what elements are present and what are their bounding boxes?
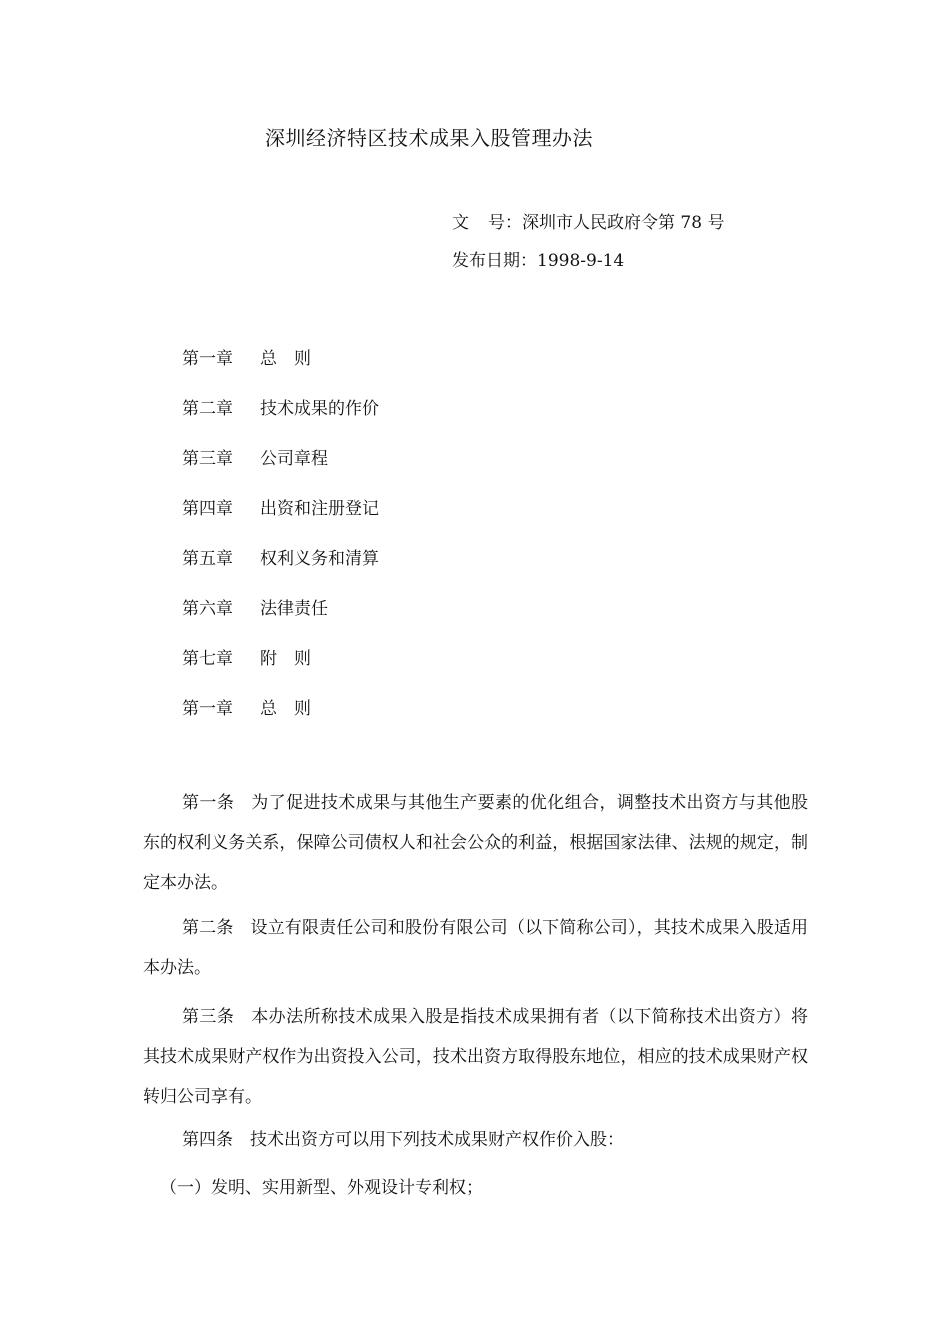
toc-chapter-number: 第五章 bbox=[182, 549, 233, 569]
article-number: 第三条 bbox=[182, 1007, 235, 1027]
toc-chapter-number: 第二章 bbox=[182, 399, 233, 419]
toc-chapter-number: 第一章 bbox=[182, 349, 233, 369]
toc-chapter-name: 总 则 bbox=[260, 349, 311, 369]
toc-chapter-name: 法律责任 bbox=[260, 599, 328, 619]
doc-number-label-part1: 文 bbox=[452, 213, 469, 233]
article-2 bbox=[143, 908, 808, 988]
chapter-heading bbox=[182, 694, 379, 744]
toc-chapter-number: 第四章 bbox=[182, 499, 233, 519]
toc-item bbox=[182, 644, 379, 694]
toc-item bbox=[182, 394, 379, 444]
article-text: 技术出资方可以用下列技术成果财产权作价入股： bbox=[250, 1130, 624, 1150]
chapter-heading-name: 总 则 bbox=[260, 699, 311, 719]
article-text: 本办法所称技术成果入股是指技术成果拥有者（以下简称技术出资方）将其技术成果财产权作为出资投入公司，技术出资方取得股东地位，相应的技术成果财产权转归公司享有。 bbox=[143, 1007, 809, 1107]
toc-item bbox=[182, 494, 379, 544]
toc-item bbox=[182, 344, 379, 394]
chapter-heading-number: 第一章 bbox=[182, 699, 233, 719]
toc-item bbox=[182, 544, 379, 594]
document-number-line bbox=[452, 208, 724, 233]
toc-item bbox=[182, 594, 379, 644]
toc-item bbox=[182, 444, 379, 494]
doc-number-label-part2: 号： bbox=[488, 213, 522, 233]
publish-date-line bbox=[452, 246, 624, 271]
toc-chapter-number: 第三章 bbox=[182, 449, 233, 469]
article-number: 第四条 bbox=[182, 1130, 233, 1150]
toc-chapter-name: 技术成果的作价 bbox=[260, 399, 379, 419]
article-text: 设立有限责任公司和股份有限公司（以下简称公司），其技术成果入股适用本办法。 bbox=[143, 918, 809, 978]
toc-chapter-name: 公司章程 bbox=[260, 449, 328, 469]
table-of-contents bbox=[182, 344, 379, 744]
article-1 bbox=[143, 783, 808, 903]
toc-chapter-number: 第六章 bbox=[182, 599, 233, 619]
document-title: 深圳经济特区技术成果入股管理办法 bbox=[265, 126, 593, 150]
toc-chapter-number: 第七章 bbox=[182, 649, 233, 669]
article-number: 第二条 bbox=[182, 918, 234, 938]
toc-chapter-name: 出资和注册登记 bbox=[260, 499, 379, 519]
publish-date-value: 1998-9-14 bbox=[537, 251, 625, 271]
article-number: 第一条 bbox=[182, 793, 235, 813]
article-4-item-1: （一）发明、实用新型、外观设计专利权； bbox=[160, 1178, 483, 1198]
article-3 bbox=[143, 997, 808, 1117]
toc-chapter-name: 权利义务和清算 bbox=[260, 549, 379, 569]
article-4 bbox=[143, 1120, 808, 1160]
toc-chapter-name: 附 则 bbox=[260, 649, 311, 669]
article-text: 为了促进技术成果与其他生产要素的优化组合，调整技术出资方与其他股东的权利义务关系，保障公司债权人和社会公众的利益，根据国家法律、法规的规定，制定本办法。 bbox=[143, 793, 809, 893]
doc-number-value: 深圳市人民政府令第 78 号 bbox=[522, 213, 725, 233]
publish-date-label: 发布日期： bbox=[452, 251, 537, 271]
